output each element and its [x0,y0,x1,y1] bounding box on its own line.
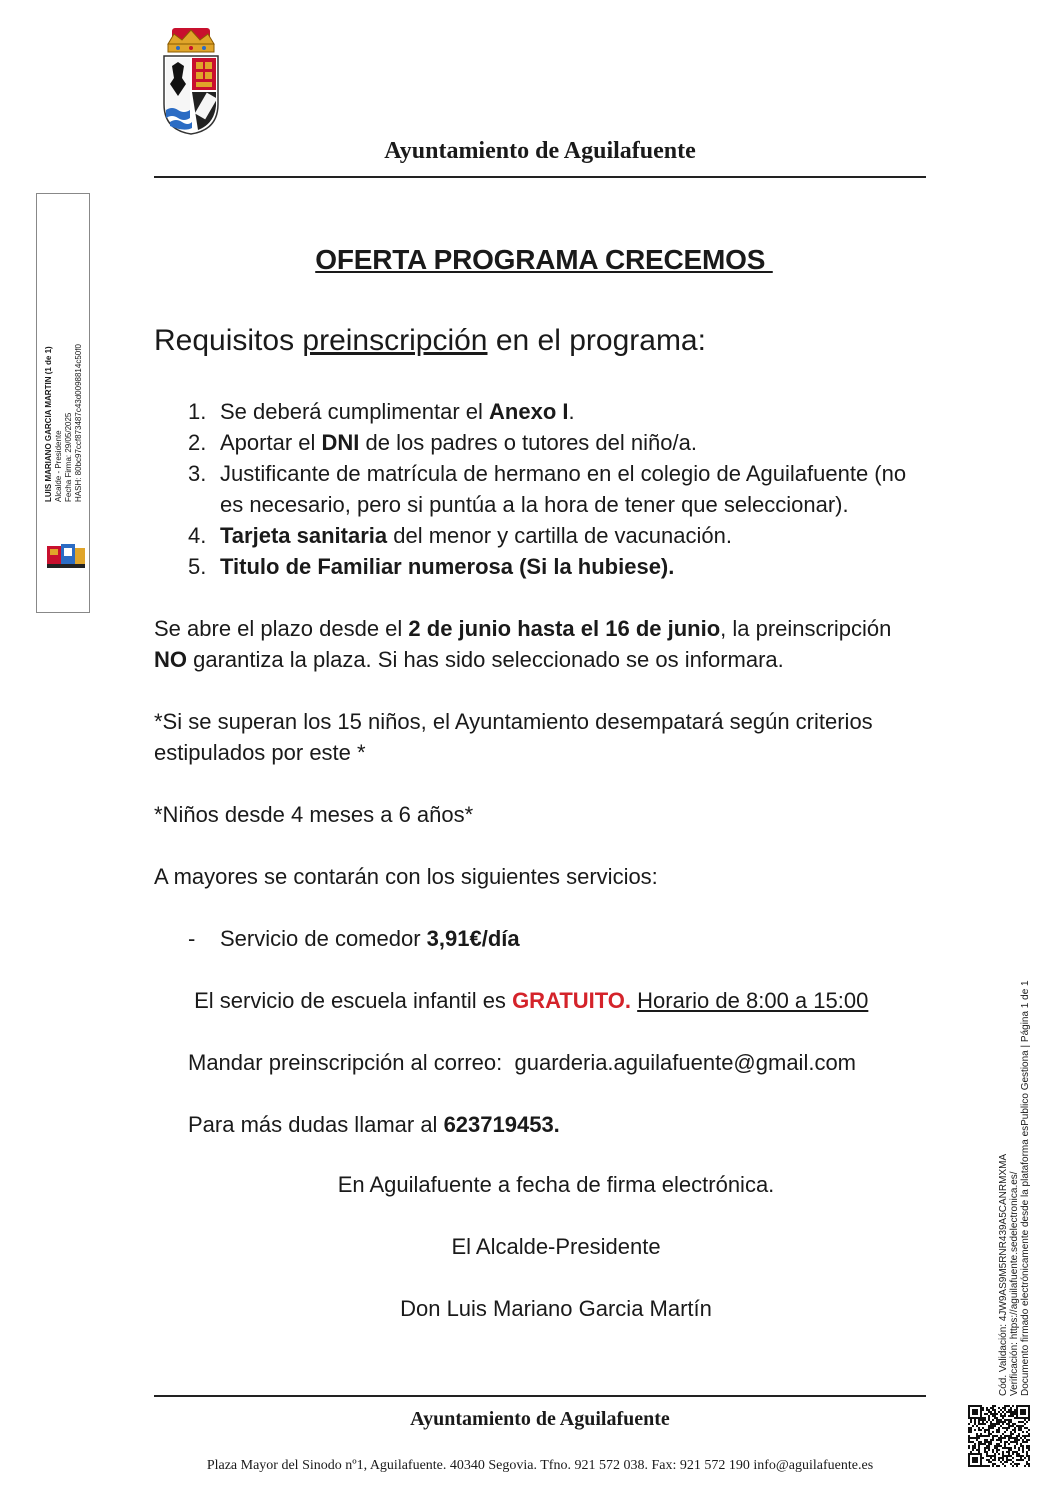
deadline-text: garantiza la plaza. Si has sido seleccionado se os informara. [187,647,784,672]
requirement-text: Aportar el [220,430,322,455]
requirement-number: 4. [188,523,207,548]
signer-name: Don Luis Mariano Garcia Martín [400,1296,712,1321]
service-bullet: - [188,926,196,951]
requirement-text: . [568,399,575,424]
signature-stamp-logo [45,542,87,570]
deadline-no: NO [154,647,187,672]
requirement-number: 3. [188,461,207,486]
phone-line [188,1109,888,1140]
signature-stamp-text [44,344,84,502]
requirement-item [188,551,928,582]
signer-role: El Alcalde-Presidente [451,1234,661,1259]
requirement-item [188,520,928,551]
verification-url: Verificación: https://aguilafuente.sedelectronica.es/ [1009,1171,1020,1396]
place-date-line: En Aguilafuente a fecha de firma electrónica. [337,1172,775,1197]
contact-phone: 623719453. [443,1112,560,1137]
municipal-crest-logo [158,26,224,138]
requirements-heading [154,324,706,358]
header-divider [154,176,926,178]
requirement-text: del menor y cartilla de vacunación. [387,523,732,548]
requirement-emphasis: Titulo de Familiar numerosa (Si la hubiese). [220,554,675,579]
deadline-dates: 2 de junio hasta el 16 de junio [408,616,721,641]
requirement-emphasis: Tarjeta sanitaria [220,523,388,548]
service-label: Servicio de comedor [220,926,427,951]
requirement-text: Se deberá cumplimentar el [220,399,490,424]
footer-title: Ayuntamiento de Aguilafuente [410,1408,670,1430]
signature-date: Fecha Firma: 29/05/2025 [64,412,73,502]
deadline-paragraph [154,613,929,675]
deadline-text: Se abre el plazo desde el [154,616,409,641]
free-service-text: El servicio de escuela infantil es [188,988,513,1013]
phone-label: Para más dudas llamar al [188,1112,444,1137]
tiebreak-note: *Si se superan los 15 niños, el Ayuntamiento desempatará según criterios estipulados por este * [154,709,873,765]
requirement-item [188,458,928,520]
requirements-heading-keyword: preinscripción [302,324,488,357]
verification-qr-code [968,1405,1030,1467]
signature-signer: LUIS MARIANO GARCIA MARTIN (1 de 1) [44,346,53,502]
footer-address: Plaza Mayor del Sinodo nº1, Aguilafuente. 40340 Segovia. Tfno. 921 572 038. Fax: 921 572 190 info@aguilafuente.es [206,1458,874,1473]
document-title: OFERTA PROGRAMA CRECEMOS [315,244,773,275]
deadline-text: , la preinscripción [720,616,892,641]
requirement-emphasis: Anexo I [489,399,569,424]
header-title: Ayuntamiento de Aguilafuente [384,138,696,164]
requirement-number: 5. [188,554,207,579]
requirement-text: de los padres o tutores del niño/a. [359,430,697,455]
verification-text [998,980,1031,1396]
requirement-number: 2. [188,430,207,455]
free-badge: GRATUITO. [512,988,632,1013]
requirement-item [188,427,928,458]
signature-role: Alcalde - Presidente [54,430,63,502]
requirement-text: Justificante de matrícula de hermano en el colegio de Aguilafuente (no es necesario, pero si puntúa a la hora de tener que seleccionar). [220,461,907,517]
email-line [188,1047,948,1078]
validation-code: Cód. Validación: 4JW9AS9M5RNR439A5CANRMXMA [998,1153,1009,1396]
requirements-heading-start: Requisitos [154,324,303,357]
service-price: 3,91€/día [426,926,520,951]
email-label: Mandar preinscripción al correo: [188,1050,515,1075]
requirements-heading-end: en el programa: [487,324,706,357]
age-note: *Niños desde 4 meses a 6 años* [154,802,474,827]
requirement-item [188,396,928,427]
footer-divider [154,1395,926,1397]
requirement-number: 1. [188,399,207,424]
contact-email[interactable]: guarderia.aguilafuente@gmail.com [514,1050,857,1075]
free-service-line [188,985,948,1016]
signature-hash: HASH: 80bc97ccf873487c43d0098814c50f0 [74,344,83,502]
service-item [188,923,888,954]
services-intro: A mayores se contarán con los siguientes servicios: [154,864,658,889]
schedule-text: Horario de 8:00 a 15:00 [637,988,869,1013]
requirements-list [188,396,928,582]
requirement-emphasis: DNI [321,430,360,455]
verification-note: Documento firmado electrónicamente desde la plataforma esPublico Gestiona | Página 1 de 1 [1020,980,1031,1396]
